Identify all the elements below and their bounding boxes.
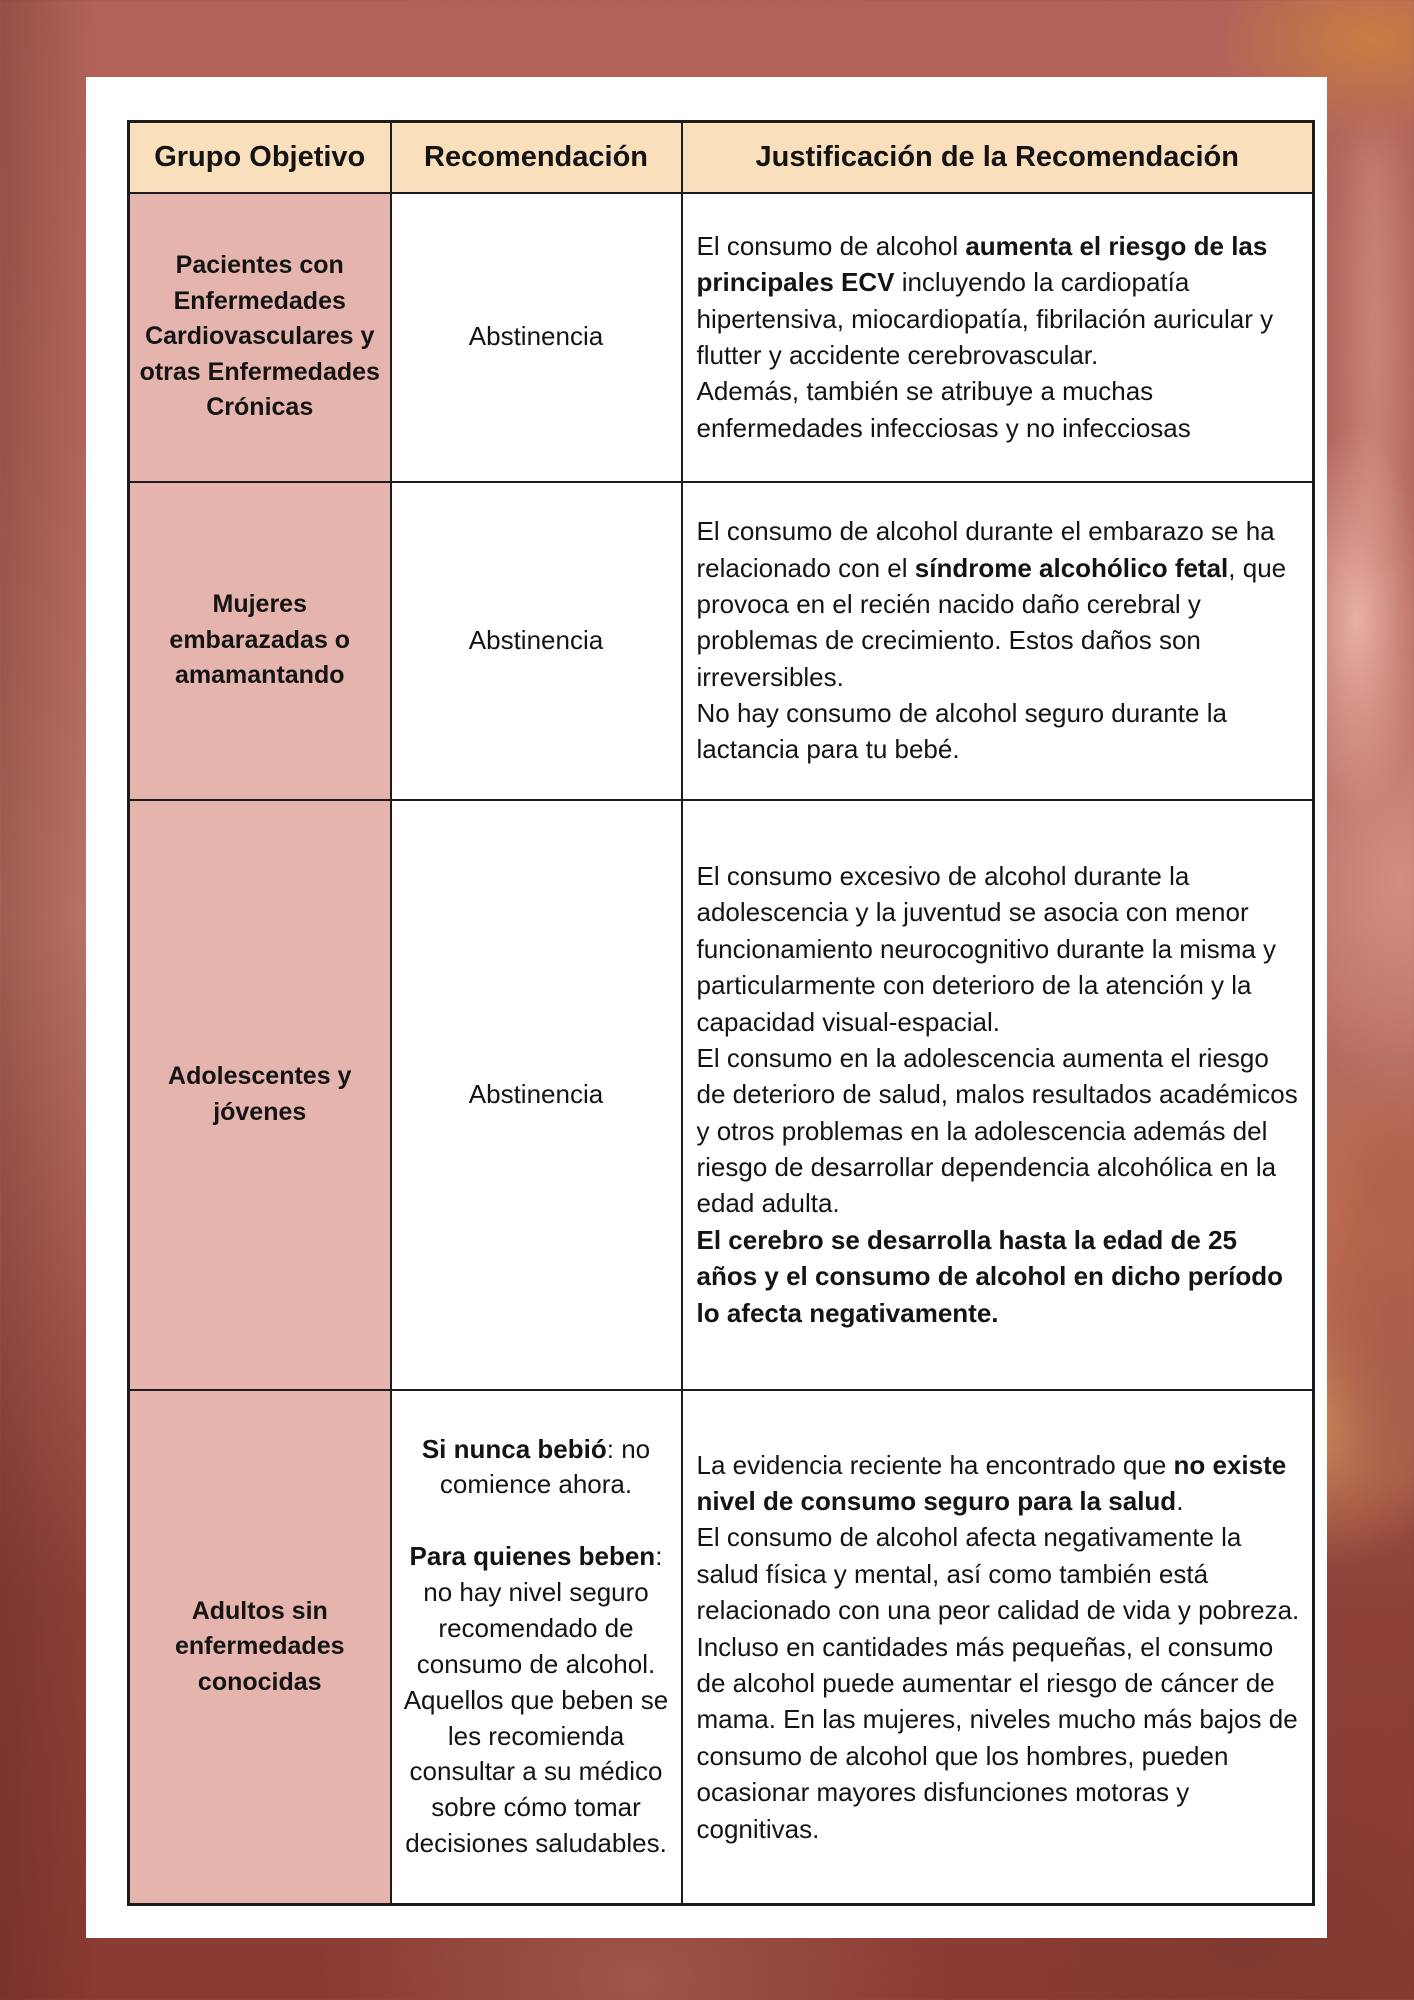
justification-cell: La evidencia reciente ha encontrado que no existe nivel de consumo seguro para la salud. El consumo de alcohol afecta negativamente la salud física y mental, así como también está relacionado con una peor calidad de vida y pobreza. Incluso en cantidades más pequeñas, el consumo de alcohol puede aumentar el riesgo de cáncer de mama. En las mujeres, niveles mucho más bajos de consumo de alcohol que los hombres, pueden ocasionar mayores disfunciones motoras y cognitivas. <box>682 1390 1314 1905</box>
recommendation-cell: Abstinencia <box>391 800 682 1390</box>
recommendation-cell: Abstinencia <box>391 482 682 800</box>
table-row <box>129 800 1314 1390</box>
table-row <box>129 482 1314 800</box>
justification-cell: El consumo de alcohol aumenta el riesgo de las principales ECV incluyendo la cardiopatía hipertensiva, miocardiopatía, fibrilación auricular y flutter y accidente cerebrovascular. Además, también se atribuye a muchas enfermedades infecciosas y no infecciosas <box>682 193 1314 482</box>
group-cell: Pacientes con Enfermedades Cardiovasculares y otras Enfermedades Crónicas <box>129 193 391 482</box>
document-card <box>86 77 1327 1938</box>
recommendation-cell: Si nunca bebió: no comience ahora. Para quienes beben: no hay nivel seguro recomendado de consumo de alcohol. Aquellos que beben se les recomienda consultar a su médico sobre cómo tomar decisiones saludables. <box>391 1390 682 1905</box>
recommendation-cell: Abstinencia <box>391 193 682 482</box>
table-header-row <box>129 122 1314 193</box>
background-glass-highlight <box>1358 120 1392 540</box>
justification-cell: El consumo de alcohol durante el embarazo se ha relacionado con el síndrome alcohólico fetal, que provoca en el recién nacido daño cerebral y problemas de crecimiento. Estos daños son irreversibles. No hay consumo de alcohol seguro durante la lactancia para tu bebé. <box>682 482 1314 800</box>
justification-cell: El consumo excesivo de alcohol durante la adolescencia y la juventud se asocia con menor funcionamiento neurocognitivo durante la misma y particularmente con deterioro de la atención y la capacidad visual-espacial. El consumo en la adolescencia aumenta el riesgo de deterioro de salud, malos resultados académicos y otros problemas en la adolescencia además del riesgo de desarrollar dependencia alcohólica en la edad adulta. El cerebro se desarrolla hasta la edad de 25 años y el consumo de alcohol en dicho período lo afecta negativamente. <box>682 800 1314 1390</box>
background-glass-shadow <box>1332 1120 1414 1480</box>
group-cell: Adolescentes y jóvenes <box>129 800 391 1390</box>
table-row <box>129 193 1314 482</box>
table-row <box>129 1390 1314 1905</box>
recommendations-table <box>127 120 1315 1906</box>
group-cell: Mujeres embarazadas o amamantando <box>129 482 391 800</box>
header-justificacion: Justificación de la Recomendación <box>682 122 1314 193</box>
group-cell: Adultos sin enfermedades conocidas <box>129 1390 391 1905</box>
header-grupo-objetivo: Grupo Objetivo <box>129 122 391 193</box>
header-recomendacion: Recomendación <box>391 122 682 193</box>
